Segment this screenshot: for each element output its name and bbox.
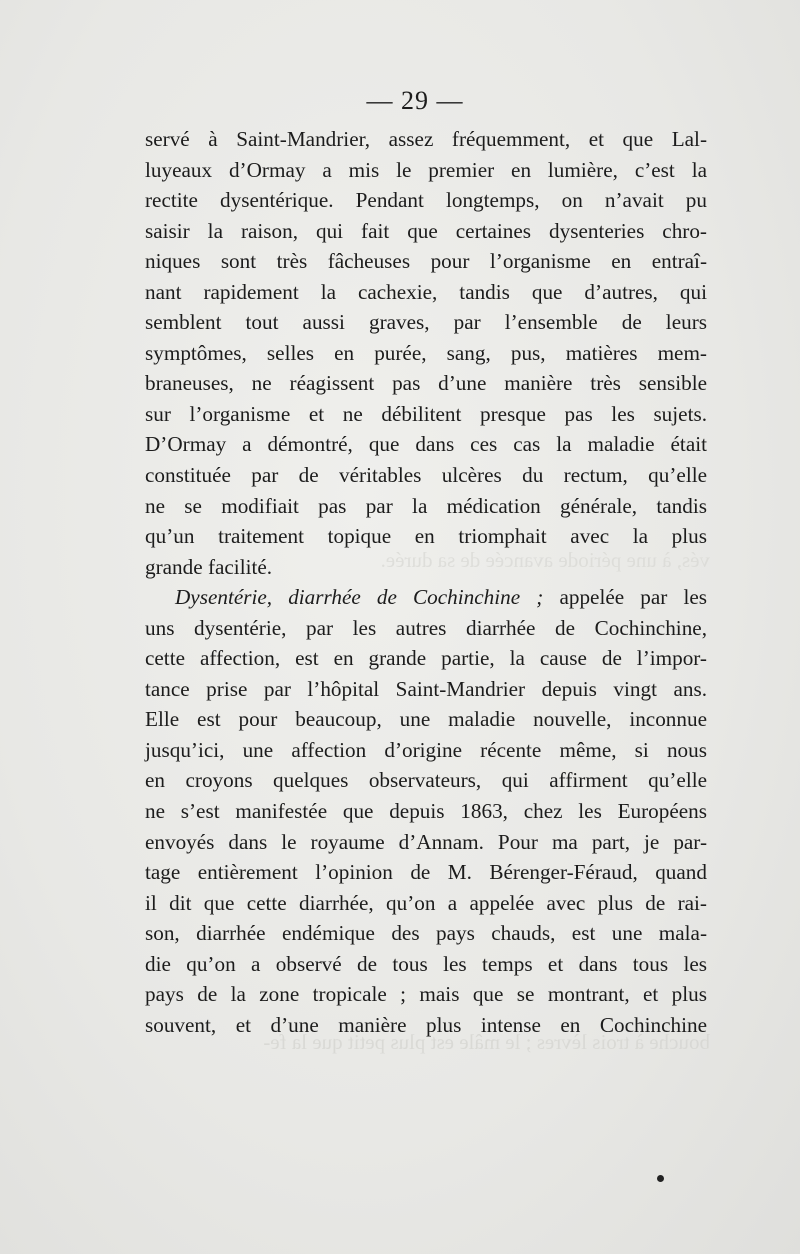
- text-line: saisir la raison, qui fait que certaines dysenteries chro-: [145, 218, 707, 243]
- text-line: die qu’on a observé de tous les temps et dans tous les: [145, 951, 707, 976]
- text-line: luyeaux d’Ormay a mis le premier en lumière, c’est la: [145, 157, 707, 182]
- show-through-text: vés, à une période avancée de sa durée.: [380, 548, 710, 572]
- text-line: servé à Saint-Mandrier, assez fréquemment, et que Lal-: [145, 127, 707, 151]
- text-line: rectite dysentérique. Pendant longtemps, on n’avait pu: [145, 188, 707, 213]
- text-line: sur l’organisme et ne débilitent presque pas les sujets.: [145, 401, 707, 426]
- ink-speck: [657, 1175, 664, 1182]
- text-line: ne s’est manifestée que depuis 1863, chez les Européens: [145, 799, 707, 824]
- text-line: tage entièrement l’opinion de M. Bérenger-Féraud, quand: [145, 860, 707, 885]
- text-line: pays de la zone tropicale ; mais que se montrant, et plus: [145, 982, 707, 1007]
- text-line: niques sont très fâcheuses pour l’organisme en entraî-: [145, 249, 707, 274]
- text-line: grande facilité.: [145, 554, 273, 579]
- text-line: braneuses, ne réagissent pas d’une manière très sensible: [145, 371, 707, 396]
- text-line: son, diarrhée endémique des pays chauds, est une mala-: [145, 921, 707, 946]
- text-line: souvent, et d’une manière plus intense en Cochinchine: [145, 1012, 707, 1037]
- text-line: uns dysentérie, par les autres diarrhée de Cochinchine,: [145, 615, 707, 640]
- text-line: en croyons quelques observateurs, qui affirment qu’elle: [145, 768, 707, 793]
- text-line: cette affection, est en grande partie, la cause de l’impor-: [145, 646, 707, 671]
- text-line: jusqu’ici, une affection d’origine récente même, si nous: [145, 737, 707, 762]
- text-line: ne se modifiait pas par la médication générale, tandis: [145, 493, 707, 518]
- text-line: semblent tout aussi graves, par l’ensemble de leurs: [145, 310, 707, 335]
- text-line: Elle est pour beaucoup, une maladie nouvelle, inconnue: [145, 707, 707, 732]
- text-line: tance prise par l’hôpital Saint-Mandrier depuis vingt ans.: [145, 676, 707, 701]
- page-number: — 29 —: [366, 86, 464, 115]
- text-fragment: appelée par les: [543, 585, 708, 610]
- text-line: D’Ormay a démontré, que dans ces cas la maladie était: [145, 432, 707, 457]
- text-line: il dit que cette diarrhée, qu’on a appelée avec plus de rai-: [145, 890, 707, 915]
- show-through-text: bouche à trois lèvres ; le mâle est plus petit que la fe-: [263, 1030, 710, 1054]
- italic-heading: Dysentérie, diarrhée de Cochinchine ;: [175, 585, 544, 610]
- body-text: [145, 124, 707, 1040]
- text-line: qu’un traitement topique en triomphait avec la plus: [145, 524, 707, 549]
- text-line: constituée par de véritables ulcères du rectum, qu’elle: [145, 463, 707, 488]
- text-line: envoyés dans le royaume d’Annam. Pour ma part, je par-: [145, 829, 707, 854]
- text-line: nant rapidement la cachexie, tandis que d’autres, qui: [145, 279, 707, 304]
- paragraph-lead-line: [145, 582, 707, 613]
- text-line: symptômes, selles en purée, sang, pus, matières mem-: [145, 340, 707, 365]
